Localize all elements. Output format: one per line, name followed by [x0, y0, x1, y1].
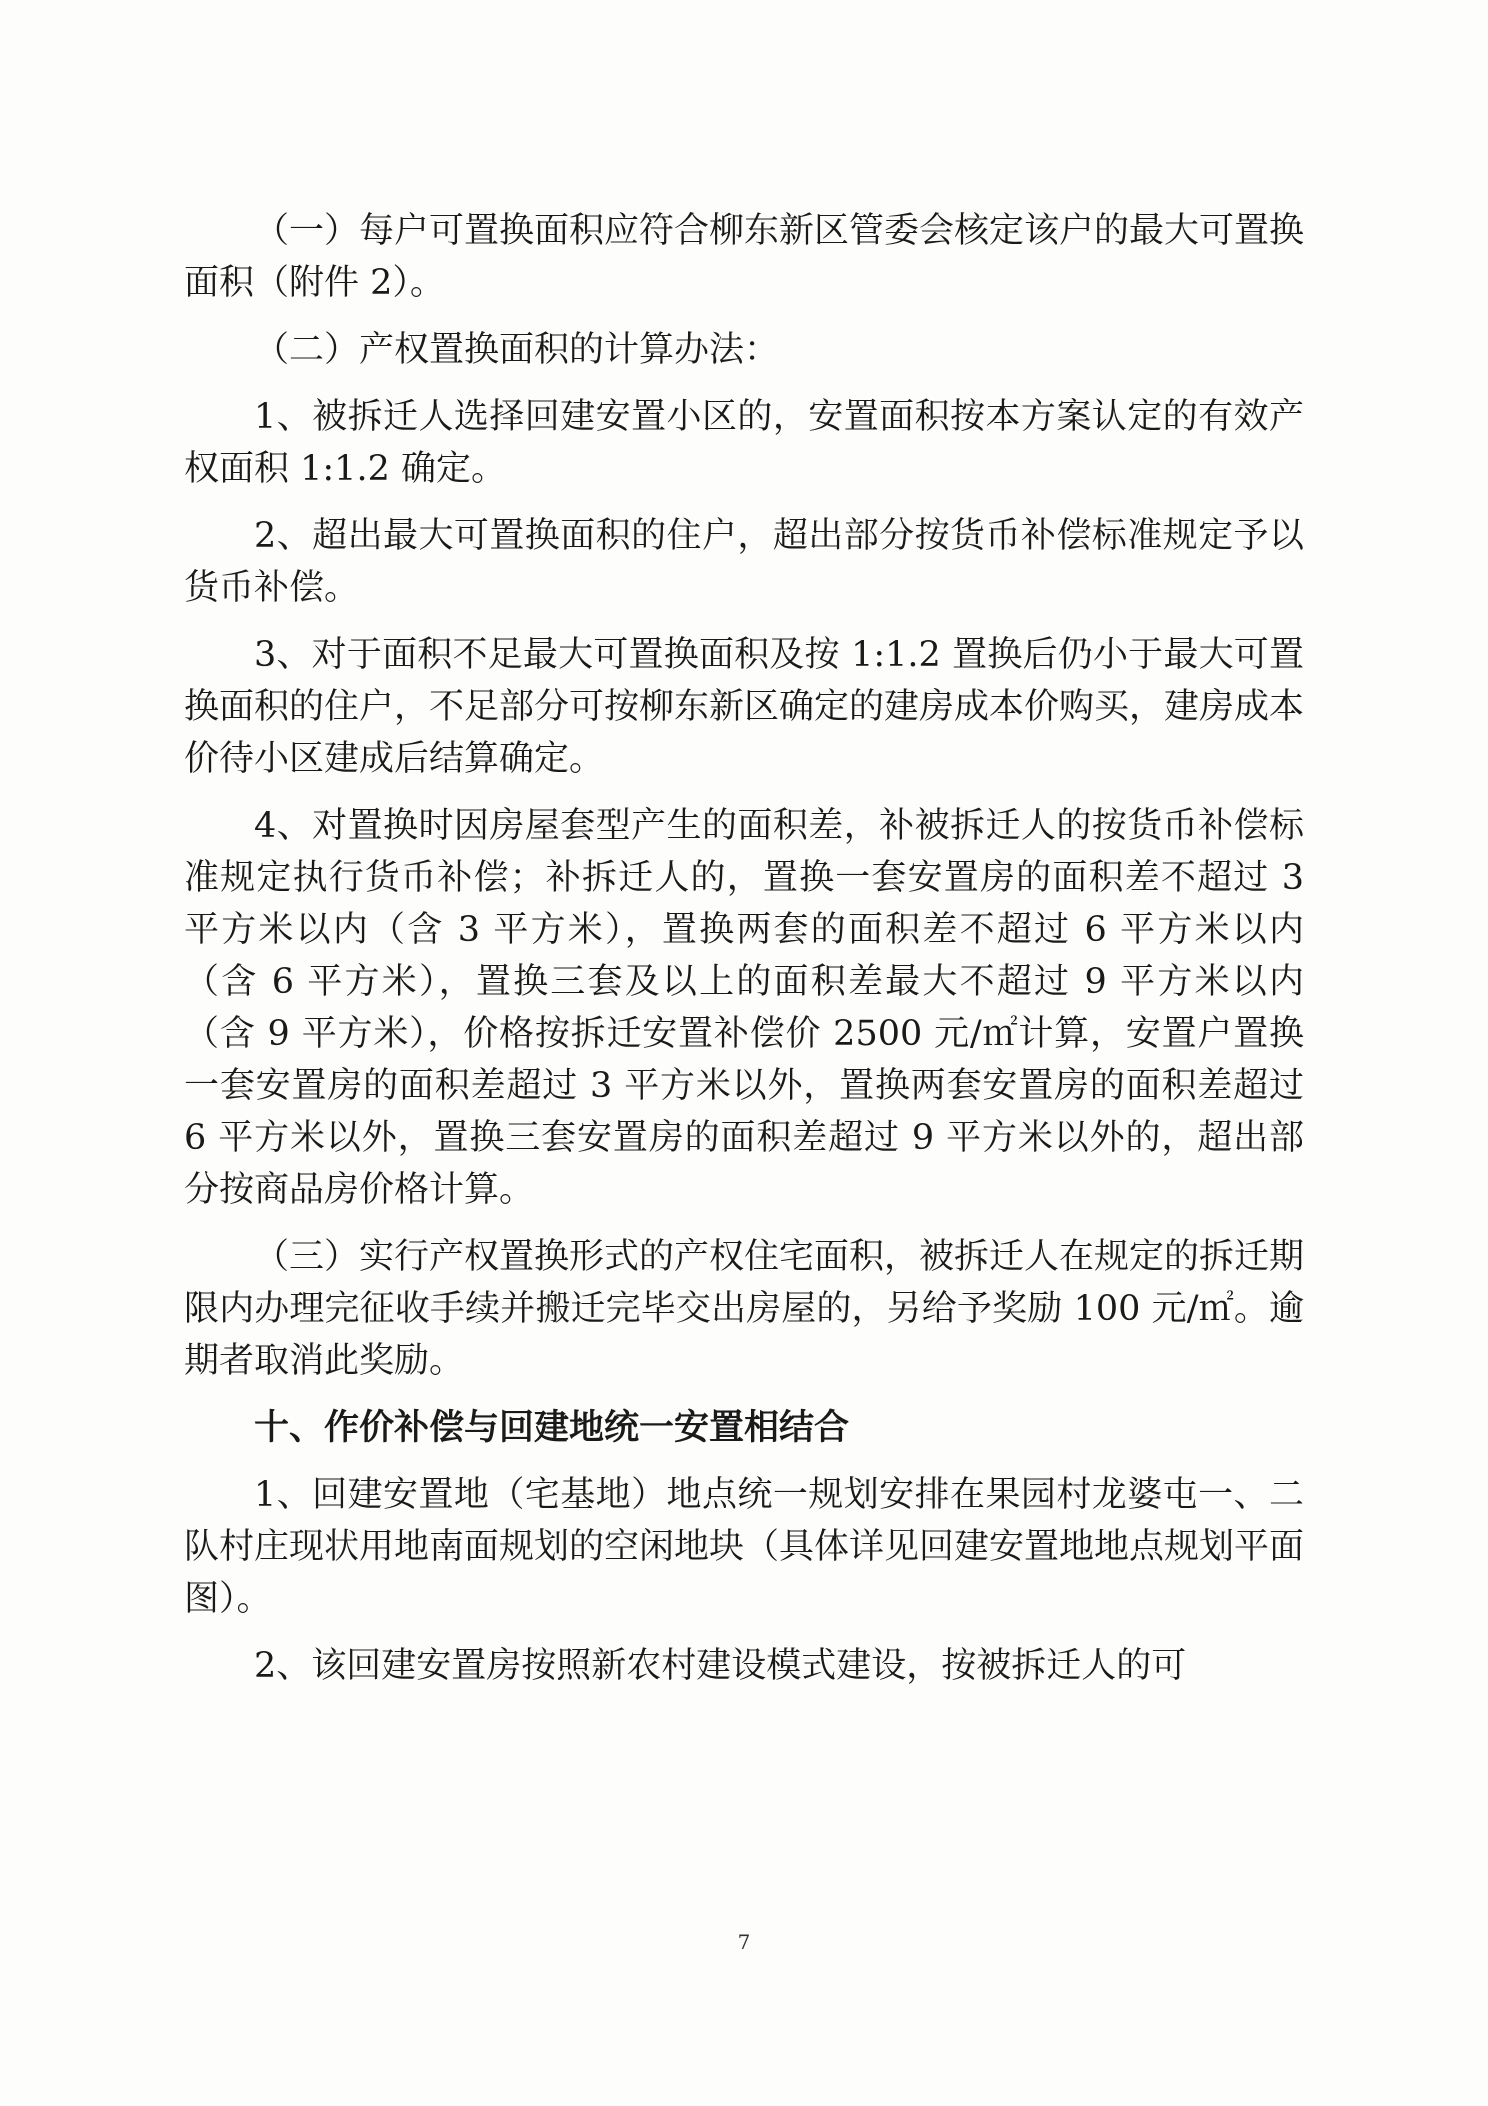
paragraph: （二）产权置换面积的计算办法：	[254, 330, 780, 370]
paragraph: 2、超出最大可置换面积的住户，超出部分按货币补偿标准规定予以货币补偿。	[184, 516, 1304, 608]
section-heading: 十、作价补偿与回建地统一安置相结合	[254, 1408, 850, 1448]
page-number: 7	[737, 1930, 751, 1954]
paragraph: （三）实行产权置换形式的产权住宅面积，被拆迁人在规定的拆迁期限内办理完征收手续并搬迁完毕交出房屋的，另给予奖励 100 元/㎡。逾期者取消此奖励。	[184, 1237, 1305, 1381]
paragraph: （一）每户可置换面积应符合柳东新区管委会核定该户的最大可置换面积（附件 2）。	[184, 211, 1305, 303]
paragraph: 1、回建安置地（宅基地）地点统一规划安排在果园村龙婆屯一、二队村庄现状用地南面规划的空闲地块（具体详见回建安置地地点规划平面图）。	[184, 1475, 1305, 1619]
paragraph: 2、该回建安置房按照新农村建设模式建设，按被拆迁人的可	[254, 1646, 1187, 1686]
paragraph: 3、对于面积不足最大可置换面积及按 1:1.2 置换后仍小于最大可置换面积的住户，不足部分可按柳东新区确定的建房成本价购买，建房成本价待小区建成后结算确定。	[184, 635, 1305, 779]
paragraph: 1、被拆迁人选择回建安置小区的，安置面积按本方案认定的有效产权面积 1:1.2 确定。	[184, 397, 1304, 489]
paragraph: 4、对置换时因房屋套型产生的面积差，补被拆迁人的按货币补偿标准规定执行货币补偿；补拆迁人的，置换一套安置房的面积差不超过 3 平方米以内（含 3 平方米），置换两套的面积差不超过 6 平方米以内（含 6 平方米），置换三套及以上的面积差最大不超过 9 平方米以内（含 9 平方米），价格按拆迁安置补偿价 2500 元/㎡计算，安置户置换一套安置房的面积差超过 3 平方米以外，置换两套安置房的面积差超过 6 平方米以外，置换三套安置房的面积差超过 9 平方米以外的，超出部分按商品房价格计算。	[184, 806, 1304, 1210]
document-body	[184, 205, 1304, 1707]
